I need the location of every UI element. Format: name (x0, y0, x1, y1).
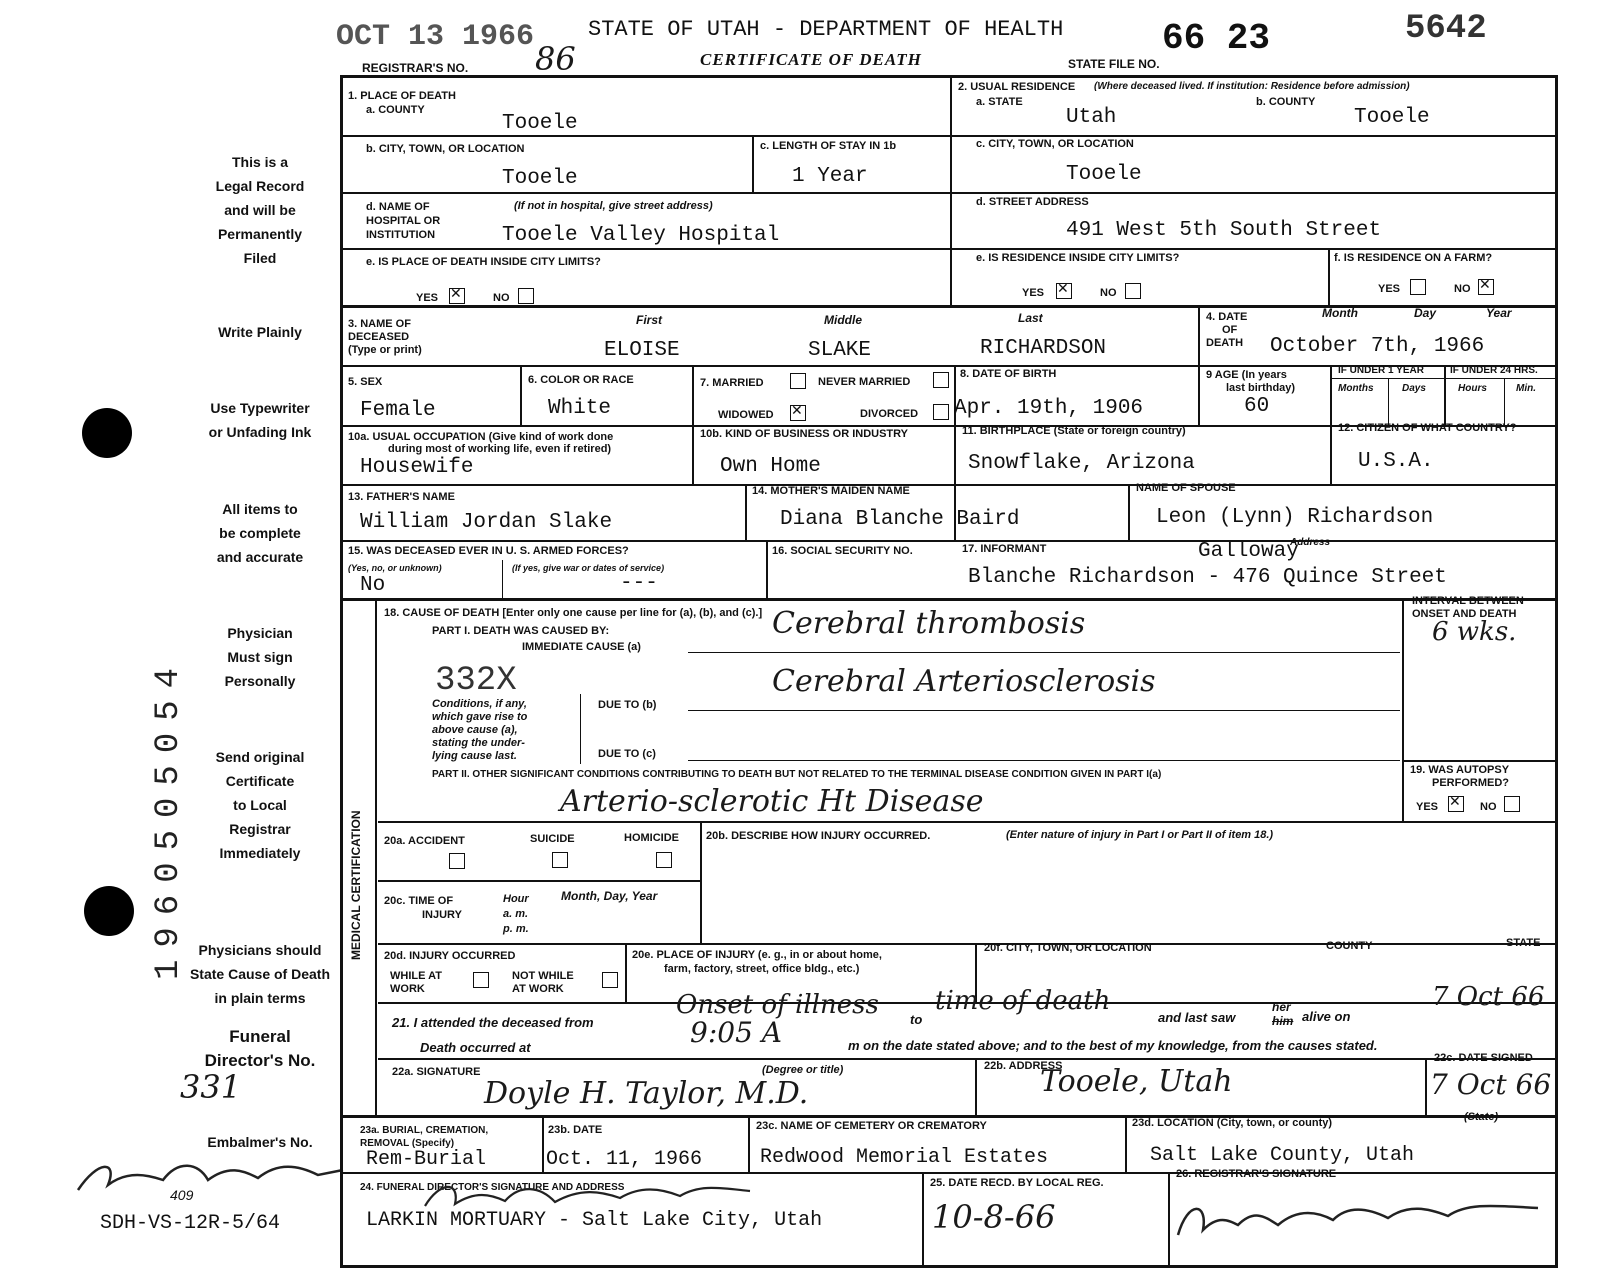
first-name-label: First (636, 313, 663, 327)
autopsy-yes-label: YES (1416, 801, 1439, 813)
not-while-at-work-checkbox[interactable] (602, 972, 618, 988)
death-occurred-label: Death occurred at (420, 1040, 531, 1055)
cemetery-label: 23c. NAME OF CEMETERY OR CREMATORY (756, 1120, 987, 1132)
age-value: 60 (1244, 395, 1270, 418)
never-married-label: NEVER MARRIED (818, 376, 911, 388)
due-to-b-value: Cerebral Arteriosclerosis (772, 664, 1156, 699)
place-city-value: Tooele (502, 167, 578, 190)
embalmer-label: Embalmer's No. (207, 1134, 313, 1150)
funeral-director-label: Funeral Director's No. (204, 1027, 316, 1070)
embalmer-no: 409 (170, 1187, 194, 1203)
informant-label: 17. INFORMANT (962, 543, 1047, 555)
spouse-value: Leon (Lynn) Richardson (1156, 506, 1434, 529)
state-title: STATE OF UTAH - DEPARTMENT OF HEALTH (588, 17, 1064, 42)
alive-on-label: alive on (1302, 1009, 1351, 1024)
place-city-label: b. CITY, TOWN, OR LOCATION (366, 143, 525, 155)
citizen-value: U.S.A. (1358, 450, 1434, 473)
residence-county-value: Tooele (1354, 106, 1430, 129)
while-at-work-label: WHILE AT WORK (390, 970, 442, 995)
state-file-value: 66 23 (1162, 18, 1271, 59)
registrar-no-label: REGISTRAR'S NO. (362, 61, 469, 75)
place-inside-limits-label: e. IS PLACE OF DEATH INSIDE CITY LIMITS? (366, 256, 601, 268)
physician-address-label: 22b. ADDRESS (984, 1060, 1063, 1072)
length-of-stay-value: 1 Year (792, 165, 868, 188)
service-value: --- (620, 572, 658, 595)
autopsy-no-label: NO (1480, 801, 1497, 813)
him-label: him (1272, 1014, 1294, 1028)
funeral-director-value: LARKIN MORTUARY - Salt Lake City, Utah (366, 1209, 823, 1232)
date-of-death-value: October 7th, 1966 (1270, 335, 1485, 358)
physician-signature-label: 22a. SIGNATURE (392, 1066, 481, 1078)
occupation-value: Housewife (360, 456, 474, 479)
occupation-label: 10a. USUAL OCCUPATION (Give kind of work done during most of working life, even if retired) (348, 431, 614, 455)
month-day-year-label: Month, Day, Year (561, 889, 658, 903)
due-to-c-label: DUE TO (c) (598, 748, 656, 760)
physician-signature: Doyle H. Taylor, M.D. (484, 1076, 809, 1111)
residence-limits-yes-label: YES (1022, 287, 1045, 299)
injury-city-label: 20f. CITY, TOWN, OR LOCATION (984, 942, 1152, 954)
burial-date-value: Oct. 11, 1966 (546, 1148, 703, 1171)
attended-to-label: to (910, 1012, 923, 1027)
alive-on-value: 7 Oct 66 (1432, 982, 1545, 1012)
conditions-note: Conditions, if any, which gave rise to above cause (a), stating the under- lying cause last. (432, 698, 528, 762)
suicide-label: SUICIDE (530, 833, 575, 845)
birthplace-value: Snowflake, Arizona (968, 452, 1195, 475)
certificate-number-stamp: 5642 (1405, 10, 1487, 48)
place-county-label: a. COUNTY (366, 104, 425, 116)
death-date-label: 4. DATE OF DEATH (1206, 311, 1248, 349)
hospital-value: Tooele Valley Hospital (502, 224, 780, 247)
date-received-value: 10-8-66 (932, 1198, 1056, 1236)
send-original-note: Send original Certificate to Local Registrar Immediately (215, 749, 305, 861)
race-label: 6. COLOR OR RACE (528, 374, 634, 386)
place-county-value: Tooele (502, 112, 578, 135)
place-limits-no-checkbox[interactable] (518, 288, 534, 304)
residence-farm-label: f. IS RESIDENCE ON A FARM? (1334, 252, 1493, 264)
min-label: Min. (1516, 383, 1536, 394)
certificate-title: CERTIFICATE OF DEATH (700, 50, 922, 69)
divorced-checkbox[interactable] (933, 404, 949, 420)
cemetery-value: Redwood Memorial Estates (760, 1146, 1049, 1169)
residence-city-label: c. CITY, TOWN, OR LOCATION (976, 138, 1134, 150)
deceased-name-label: 3. NAME OF DECEASED (Type or print) (348, 318, 422, 356)
punch-hole-bottom (84, 886, 134, 936)
widowed-checkbox[interactable] (790, 405, 806, 421)
business-value: Own Home (720, 455, 821, 478)
middle-name-label: Middle (824, 313, 862, 327)
race-value: White (548, 397, 612, 420)
attended-from-value: Onset of illness (676, 990, 879, 1020)
ssn-label: 16. SOCIAL SECURITY NO. (772, 545, 913, 557)
accident-checkbox[interactable] (449, 853, 465, 869)
interval-label: INTERVAL BETWEEN ONSET AND DEATH (1412, 595, 1524, 620)
farm-yes-checkbox[interactable] (1410, 279, 1426, 295)
farm-no-label: NO (1454, 283, 1471, 295)
length-of-stay-label: c. LENGTH OF STAY IN 1b (760, 140, 897, 152)
service-hint: (If yes, give war or dates of service) (512, 563, 665, 573)
armed-forces-label: 15. WAS DECEASED EVER IN U. S. ARMED FORCES? (348, 545, 629, 557)
informant-value: Blanche Richardson - 476 Quince Street (968, 566, 1447, 589)
residence-label: 2. USUAL RESIDENCE (958, 81, 1076, 93)
widowed-label: WIDOWED (718, 409, 774, 421)
part1-label: PART I. DEATH WAS CAUSED BY: (432, 625, 610, 637)
date-signed-label: 22c. DATE SIGNED (1434, 1052, 1533, 1064)
funeral-director-no: 331 (180, 1068, 242, 1106)
punch-hole-top (82, 408, 132, 458)
not-while-at-work-label: NOT WHILE AT WORK (512, 970, 574, 995)
residence-state-label: a. STATE (976, 96, 1023, 108)
burial-date-label: 23b. DATE (548, 1124, 603, 1136)
registrar-signature-label: 26. REGISTRAR'S SIGNATURE (1176, 1168, 1337, 1180)
death-occurred-value: 9:05 A (690, 1016, 782, 1049)
injury-county-label: COUNTY (1326, 940, 1373, 952)
burial-location-label: 23d. LOCATION (City, town, or county) (1132, 1117, 1333, 1129)
physicians-state-note: Physicians should State Cause of Death in plain terms (189, 942, 331, 1006)
business-label: 10b. KIND OF BUSINESS OR INDUSTRY (700, 428, 909, 440)
place-of-death-label: 1. PLACE OF DEATH (348, 90, 456, 102)
medical-certification-label: MEDICAL CERTIFICATION (349, 810, 363, 960)
hospital-label: d. NAME OF HOSPITAL OR INSTITUTION (366, 201, 441, 241)
immediate-cause-label: IMMEDIATE CAUSE (a) (522, 641, 641, 653)
father-label: 13. FATHER'S NAME (348, 491, 455, 503)
first-name-value: ELOISE (604, 339, 680, 362)
degree-label: (Degree or title) (762, 1064, 844, 1076)
farm-no-checkbox[interactable] (1478, 279, 1494, 295)
birth-date-label: 8. DATE OF BIRTH (960, 368, 1057, 380)
attended-to-value: time of death (935, 986, 1111, 1016)
residence-state-value: Utah (1066, 106, 1117, 129)
items-complete-note: All items to be complete and accurate (216, 501, 304, 565)
month-label: Month (1322, 306, 1358, 320)
suicide-checkbox[interactable] (552, 852, 568, 868)
injury-place-label: 20e. PLACE OF INJURY (e. g., in or about home, farm, factory, street, office bldg., etc.) (632, 949, 882, 975)
attended-label: 21. I attended the deceased from (392, 1015, 594, 1030)
legal-record-note: This is a Legal Record and will be Permanently Filed (215, 154, 305, 266)
armed-forces-hint: (Yes, no, or unknown) (348, 563, 442, 573)
birthplace-label: 11. BIRTHPLACE (State or foreign country) (962, 425, 1186, 437)
mother-label: 14. MOTHER'S MAIDEN NAME (752, 485, 910, 497)
farm-yes-label: YES (1378, 283, 1401, 295)
residence-limits-yes-checkbox[interactable] (1056, 283, 1072, 299)
burial-label: 23a. BURIAL, CREMATION, REMOVAL (Specify) (360, 1125, 489, 1149)
embalmer-signature (68, 1150, 358, 1210)
attestation-statement: m on the date stated above; and to the best of my knowledge, from the causes stated. (848, 1038, 1378, 1053)
injury-time-label: 20c. TIME OF INJURY (384, 895, 462, 921)
residence-limits-no-checkbox[interactable] (1125, 283, 1141, 299)
injury-occurred-label: 20d. INJURY OCCURRED (384, 950, 516, 962)
vertical-serial-number: 1960505054 (150, 655, 188, 980)
homicide-label: HOMICIDE (624, 832, 679, 844)
burial-location-value: Salt Lake County, Utah (1150, 1144, 1415, 1167)
under-24-hours-label: IF UNDER 24 HRS. (1450, 365, 1538, 376)
typewriter-note: Use Typewriter or Unfading Ink (208, 400, 312, 440)
date-signed-value: 7 Oct 66 (1430, 1068, 1552, 1101)
under-1-year-label: IF UNDER 1 YEAR (1338, 365, 1424, 376)
citizen-label: 12. CITIZEN OF WHAT COUNTRY? (1338, 422, 1517, 434)
hour-label: Hour a. m. p. m. (503, 893, 529, 935)
last-name-value: RICHARDSON (980, 337, 1107, 360)
months-label: Months (1338, 383, 1374, 394)
birth-date-value: Apr. 19th, 1906 (954, 397, 1144, 420)
day-label: Day (1414, 306, 1437, 320)
cause-of-death-label: 18. CAUSE OF DEATH [Enter only one cause per line for (a), (b), and (c).] (384, 607, 763, 619)
injury-state-label: STATE (1506, 937, 1541, 949)
part2-label: PART II. OTHER SIGNIFICANT CONDITIONS CONTRIBUTING TO DEATH BUT NOT RELATED TO THE TERMINAL DISEASE CONDITION GIVEN IN PART I(a) (432, 769, 1162, 780)
age-label: 9 AGE (In years last birthday) (1206, 369, 1296, 394)
autopsy-label: 19. WAS AUTOPSY PERFORMED? (1410, 764, 1510, 789)
her-label: her (1272, 1000, 1291, 1014)
sex-value: Female (360, 399, 436, 422)
place-limits-yes-label: YES (416, 292, 439, 304)
accident-label: 20a. ACCIDENT (384, 835, 465, 847)
never-married-checkbox[interactable] (933, 372, 949, 388)
interval-value: 6 wks. (1432, 617, 1517, 647)
funeral-director-signature-label: 24. FUNERAL DIRECTOR'S SIGNATURE AND ADDRESS (360, 1182, 625, 1193)
burial-state-label: (State) (1464, 1111, 1499, 1123)
residence-street-value: 491 West 5th South Street (1066, 219, 1382, 242)
sex-label: 5. SEX (348, 376, 383, 388)
physician-address-value: Tooele, Utah (1040, 1064, 1233, 1099)
informant-city: Galloway (1198, 540, 1299, 563)
father-value: William Jordan Slake (360, 511, 613, 534)
physician-sign-note: Physician Must sign Personally (224, 625, 296, 689)
place-limits-yes-checkbox[interactable] (449, 288, 465, 304)
autopsy-no-checkbox[interactable] (1504, 796, 1520, 812)
married-label: 7. MARRIED (700, 377, 764, 389)
residence-hint: (Where deceased lived. If institution: Residence before admission) (1094, 81, 1410, 92)
cause-code: 332X (435, 662, 517, 700)
year-label: Year (1486, 306, 1512, 320)
hospital-hint: (If not in hospital, give street address) (514, 200, 713, 212)
residence-city-value: Tooele (1066, 163, 1142, 186)
armed-forces-value: No (360, 574, 386, 597)
mother-value: Diana Blanche Baird (780, 508, 1020, 531)
registrar-signature (1168, 1190, 1554, 1250)
form-code: SDH-VS-12R-5/64 (100, 1212, 281, 1235)
write-plainly-note: Write Plainly (218, 324, 302, 340)
spouse-label: NAME OF SPOUSE (1136, 482, 1236, 494)
hours-label: Hours (1458, 383, 1487, 394)
place-limits-no-label: NO (493, 292, 510, 304)
received-date-stamp: OCT 13 1966 (336, 20, 535, 54)
last-saw-label: and last saw (1158, 1010, 1236, 1025)
date-received-label: 25. DATE RECD. BY LOCAL REG. (930, 1177, 1104, 1189)
residence-limits-no-label: NO (1100, 287, 1117, 299)
autopsy-yes-checkbox[interactable] (1448, 796, 1464, 812)
registrar-no-value: 86 (535, 40, 576, 78)
residence-inside-limits-label: e. IS RESIDENCE INSIDE CITY LIMITS? (976, 252, 1180, 264)
injury-describe-hint: (Enter nature of injury in Part I or Part II of item 18.) (1006, 829, 1274, 841)
due-to-b-label: DUE TO (b) (598, 699, 657, 711)
middle-name-value: SLAKE (808, 339, 872, 362)
divorced-label: DIVORCED (860, 408, 919, 420)
part2-value: Arterio-sclerotic Ht Disease (560, 784, 984, 819)
while-at-work-checkbox[interactable] (473, 972, 489, 988)
last-name-label: Last (1018, 311, 1043, 325)
homicide-checkbox[interactable] (656, 852, 672, 868)
residence-street-label: d. STREET ADDRESS (976, 196, 1089, 208)
married-checkbox[interactable] (790, 373, 806, 389)
residence-county-label: b. COUNTY (1256, 96, 1316, 108)
state-file-label: STATE FILE NO. (1068, 57, 1160, 71)
burial-value: Rem-Burial (366, 1148, 487, 1171)
immediate-cause-value: Cerebral thrombosis (772, 606, 1086, 641)
days-label: Days (1402, 383, 1426, 394)
informant-address-label: Address (1290, 537, 1331, 548)
injury-describe-label: 20b. DESCRIBE HOW INJURY OCCURRED. (706, 830, 931, 842)
